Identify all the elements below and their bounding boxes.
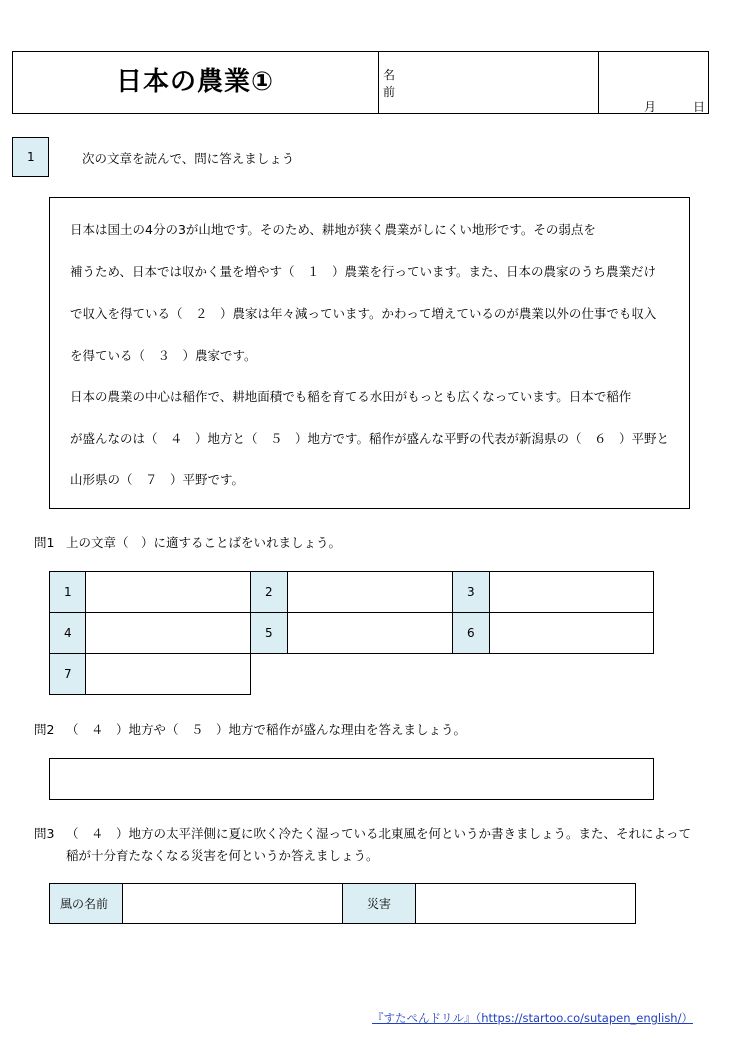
q1-answer-field[interactable] [85, 612, 251, 654]
passage-line: を得ている（ ３ ）農家です。 [70, 348, 257, 363]
passage-line: で収入を得ている（ ２ ）農家は年々減っています。かわって増えているのが農業以外の仕事でも収入 [70, 306, 657, 321]
passage-line: 日本は国土の4分の3が山地です。そのため、耕地が狭く農業がしにくい地形です。その弱点を [70, 222, 596, 237]
page-title: 日本の農業① [115, 67, 274, 97]
day-label: 日 [693, 100, 706, 114]
q1-label: 問1 [34, 535, 55, 550]
passage-line: 山形県の（ ７ ）平野です。 [70, 472, 245, 487]
q1-answer-field[interactable] [85, 571, 251, 613]
passage-line: 日本の農業の中心は稲作で、耕地面積でも稲を育てる水田がもっとも広くなっています。日本で稲作 [70, 389, 632, 404]
month-label: 月 [644, 100, 657, 114]
q1-number-cell: 2 [250, 571, 288, 613]
q1-number-cell: 3 [452, 571, 490, 613]
section-instruction: 次の文章を読んで、問に答えましょう [82, 151, 295, 166]
disaster-field[interactable] [415, 883, 636, 924]
header-divider-2 [598, 51, 599, 114]
passage-box [49, 197, 690, 509]
q1-number-cell: 1 [49, 571, 86, 613]
q1-answer-field[interactable] [489, 612, 654, 654]
q3-label: 問3 [34, 826, 55, 841]
q1-number-cell: 6 [452, 612, 490, 654]
q1-text: 上の文章（ ）に適することばをいれましょう。 [66, 535, 342, 550]
q1-answer-field[interactable] [85, 653, 251, 695]
q2-answer-field[interactable] [49, 758, 654, 800]
passage-line: が盛んなのは（ ４ ）地方と（ ５ ）地方です。稲作が盛んな平野の代表が新潟県の（ ６ ）平野と [70, 431, 670, 446]
q1-number-cell: 4 [49, 612, 86, 654]
q2-text: （ ４ ）地方や（ ５ ）地方で稲作が盛んな理由を答えましょう。 [66, 722, 467, 737]
q1-number-cell: 5 [250, 612, 288, 654]
footer-url-link[interactable]: （https://startoo.co/sutapen_english/） [475, 1011, 693, 1025]
q3-text-line1: （ ４ ）地方の太平洋側に夏に吹く冷たく湿っている北東風を何というか書きましょう。また、それによって [66, 826, 692, 841]
header-divider-1 [378, 51, 379, 114]
footer-drill-link[interactable]: 『すたぺんドリル』 [372, 1011, 476, 1025]
footer [372, 1010, 693, 1026]
name-label-1: 名 [383, 68, 396, 82]
name-field[interactable] [400, 53, 596, 111]
q1-number-cell: 7 [49, 653, 86, 695]
q3-text-line2: 稲が十分育たなくなる災害を何というか答えましょう。 [66, 848, 379, 863]
q1-answer-field[interactable] [287, 612, 453, 654]
disaster-label: 災害 [342, 883, 416, 924]
wind-name-field[interactable] [122, 883, 343, 924]
name-label-2: 前 [383, 85, 396, 99]
q1-answer-field[interactable] [287, 571, 453, 613]
wind-name-label: 風の名前 [49, 883, 123, 924]
q1-answer-field[interactable] [489, 571, 654, 613]
q2-label: 問2 [34, 722, 55, 737]
passage-line: 補うため、日本では収かく量を増やす（ １ ）農業を行っています。また、日本の農家のうち農業だけ [70, 264, 657, 279]
section-number: 1 [12, 137, 49, 177]
